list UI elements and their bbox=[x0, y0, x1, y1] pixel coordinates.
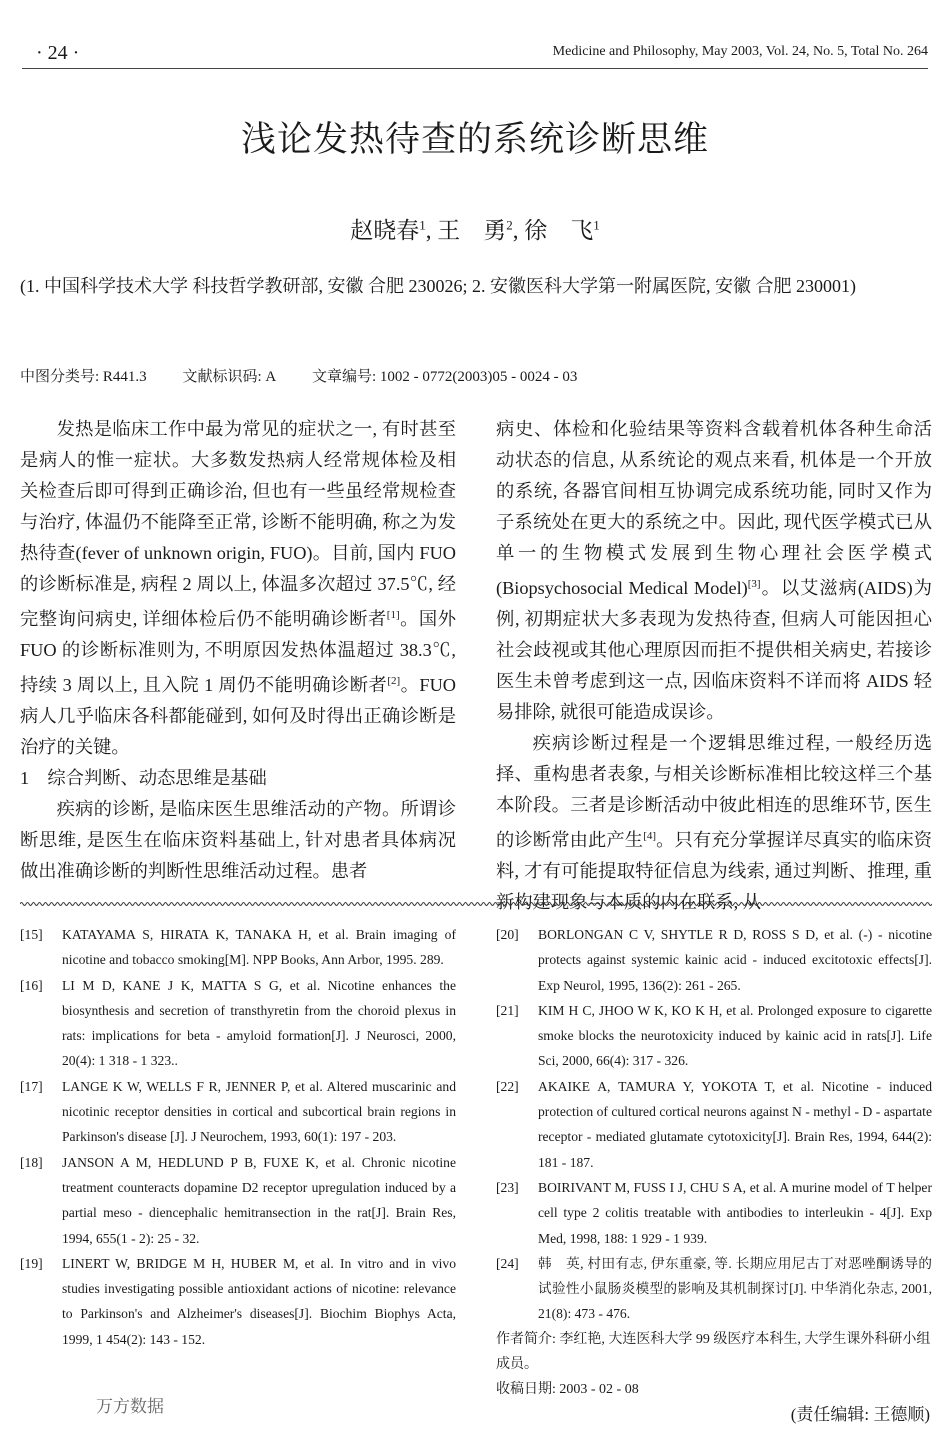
reference-text: KIM H C, JHOO W K, KO K H, et al. Prolonged exposure to cigarette smoke blocks the neurotoxicity induced by kainic acid in rats[J]. Life Sci, 2000, 66(4): 317 - 326. bbox=[538, 1002, 932, 1069]
reference-item bbox=[20, 1251, 456, 1352]
reference-number: [22] bbox=[496, 1078, 519, 1094]
reference-text: JANSON A M, HEDLUND P B, FUXE K, et al. Chronic nicotine treatment counteracts dopamine D2 receptor upregulation induced by a partial meso - diencephalic hemitransection in the rat[J]. Brain Res, 1994, 655(1 - 2): 25 - 32. bbox=[62, 1154, 456, 1246]
author-list: 赵晓春$^1$, 王 勇$^2$, 徐 飞$^1$ bbox=[350, 217, 600, 243]
author-note: 作者简介: 李红艳, 大连医科大学 99 级医疗本科生, 大学生课外科研小组成员。 bbox=[496, 1331, 931, 1372]
reference-number: [21] bbox=[496, 1002, 519, 1018]
paragraph bbox=[496, 414, 932, 728]
journal-citation: Medicine and Philosophy, May 2003, Vol. 24, No. 5, Total No. 264 bbox=[552, 44, 928, 59]
reference-item bbox=[496, 1074, 932, 1175]
author-affil-mark: 1 bbox=[419, 217, 426, 233]
header-rule bbox=[22, 68, 928, 69]
section-heading: 1 综合判断、动态思维是基础 bbox=[20, 768, 267, 789]
watermark-text: 万方数据 bbox=[96, 1397, 164, 1416]
body-column-right bbox=[496, 414, 932, 918]
reference-text: 韩 英, 村田有志, 伊东重豪, 等. 长期应用尼古丁对恶唑酮诱导的试验性小鼠肠炎模型的影响及其机制探讨[J]. 中华消化杂志, 2001, 21(8): 473 - 476. bbox=[538, 1255, 932, 1322]
text-run: 。国外 FUO 的诊断标准则为, 不明原因发热体温超过 38.3℃, 持续 3 周以上, 且入院 1 周仍不能明确诊断者 bbox=[20, 609, 457, 696]
reference-text: KATAYAMA S, HIRATA K, TANAKA H, et al. Brain imaging of nicotine and tobacco smoking[M]. NPP Books, Ann Arbor, 1995. 289. bbox=[62, 927, 456, 968]
received-date: 收稿日期: 2003 - 02 - 08 bbox=[496, 1381, 639, 1397]
citation-mark: [4] bbox=[643, 830, 657, 843]
references-right bbox=[496, 922, 932, 1402]
reference-number: [15] bbox=[20, 927, 43, 942]
classification-line bbox=[20, 365, 932, 386]
reference-text: LINERT W, BRIDGE M H, HUBER M, et al. In vitro and in vivo studies investigating possible antioxidant actions of nicotine: relevance to Parkinson's and Alzheimer's diseases[J]. Biochim Biophys Acta, 1999, 1 454(2): 143 - 152. bbox=[62, 1255, 456, 1347]
reference-text: AKAIKE A, TAMURA Y, YOKOTA T, et al. Nicotine - induced protection of cultured cortical neurons against N - methyl - D - aspartate receptor - mediated glutamate cytotoxicity[J]. Brain Res, 1994, 644(2): 181 - 187. bbox=[538, 1078, 932, 1170]
author-name: 王 勇 bbox=[437, 218, 507, 243]
reference-item bbox=[20, 1150, 456, 1251]
author-name: 赵晓春 bbox=[350, 218, 420, 243]
reference-number: [18] bbox=[20, 1154, 43, 1170]
responsible-editor: (责任编辑: 王德顺) bbox=[790, 1405, 930, 1424]
text-run: 。FUO 病人几乎临床各科都能碰到, 如何及时得出正确诊断是治疗的关键。 bbox=[20, 675, 456, 758]
reference-item bbox=[20, 922, 456, 973]
reference-number: [17] bbox=[20, 1078, 43, 1094]
wavy-separator bbox=[20, 900, 932, 908]
citation-mark: [1] bbox=[386, 609, 400, 621]
author-affil-mark: 2 bbox=[506, 217, 513, 233]
reference-number: [20] bbox=[496, 927, 519, 942]
affiliation: (1. 中国科学技术大学 科技哲学教研部, 安徽 合肥 230026; 2. 安徽医科大学第一附属医院, 安徽 合肥 230001) bbox=[20, 276, 856, 296]
text-run: 。只有充分掌握详尽真实的临床资料, 才有可能提取特征信息为线索, 通过判断、推理, 重新构建现象与本质的内在联系, 从 bbox=[496, 830, 933, 913]
document-code: 文献标识码: A bbox=[182, 369, 277, 385]
author-affil-mark: 1 bbox=[593, 217, 600, 233]
reference-item bbox=[496, 922, 932, 998]
text-run: 病史、体检和化验结果等资料含载着机体各种生命活动状态的信息, 从系统论的观点来看, 机体是一个开放的系统, 各器官间相互协调完成系统功能, 同时又作为子系统处在更大的系统之中。因此, 现代医学模式已从单一的生物模式发展到生物心理社会医学模式(Biopsychosocial Medical Model) bbox=[496, 419, 932, 599]
references-left bbox=[20, 922, 456, 1352]
text-run: 发热是临床工作中最为常见的症状之一, 有时甚至是病人的惟一症状。大多数发热病人经常规体检及相关检查后即可得到正确诊治, 但也有一些虽经常规检查与治疗, 体温仍不能降至正常, 诊断不能明确, 称之为发热待查(fever of unknown origin, FUO)。目前, 国内 FUO 的诊断标准是, 病程 2 周以上, 体温多次超过 37.5℃, 经完整询问病史, 详细体检后仍不能明确诊断者 bbox=[20, 419, 456, 630]
reference-item bbox=[496, 1175, 932, 1251]
body-column-left bbox=[20, 414, 456, 887]
text-run: 。以艾滋病(AIDS)为例, 初期症状大多表现为发热待查, 但病人可能因担心社会歧视或其他心理原因而拒不提供相关病史, 若接诊医生未曾考虑到这一点, 因临床资料不详而将 AIDS 轻易排除, 就很可能造成误诊。 bbox=[496, 578, 932, 723]
clc-number: 中图分类号: R441.3 bbox=[20, 369, 147, 385]
reference-item bbox=[20, 1074, 456, 1150]
citation-mark: [3] bbox=[747, 578, 761, 590]
reference-text: LI M D, KANE J K, MATTA S G, et al. Nicotine enhances the biosynthesis and secretion of transthyretin from the choroid plexus in rats: implications for beta - amyloid formation[J]. J Neurosci, 2000, 20(4): 1 318 - 1 323.. bbox=[62, 977, 456, 1069]
running-header bbox=[22, 42, 928, 66]
reference-number: [16] bbox=[20, 977, 43, 993]
reference-number: [24] bbox=[496, 1255, 519, 1271]
citation-mark: [2] bbox=[387, 675, 401, 688]
reference-item bbox=[496, 1251, 932, 1327]
reference-number: [19] bbox=[20, 1255, 43, 1271]
author-name: 徐 飞 bbox=[524, 218, 594, 243]
reference-text: LANGE K W, WELLS F R, JENNER P, et al. Altered muscarinic and nicotinic receptor densities in cortical and subcortical brain regions in Parkinson's disease [J]. J Neurochem, 1993, 60(1): 197 - 203. bbox=[62, 1078, 456, 1145]
reference-text: BOIRIVANT M, FUSS I J, CHU S A, et al. A murine model of T helper cell type 2 colitis treatable with antibodies to interleukin - 4[J]. Exp Med, 1998, 188: 1 929 - 1 939. bbox=[538, 1179, 932, 1246]
paragraph: 疾病的诊断, 是临床医生思维活动的产物。所谓诊断思维, 是医生在临床资料基础上, 针对患者具体病况做出准确诊断的判断性思维活动过程。患者 bbox=[20, 799, 456, 882]
page-number: · 24 · bbox=[36, 42, 80, 64]
reference-text: BORLONGAN C V, SHYTLE R D, ROSS S D, et al. (-) - nicotine protects against systemic kainic acid - induced excitotoxic effects[J]. Exp Neurol, 1995, 136(2): 261 - 265. bbox=[538, 927, 932, 993]
paragraph bbox=[496, 728, 932, 918]
reference-item bbox=[496, 998, 932, 1074]
reference-item bbox=[20, 973, 456, 1074]
paragraph bbox=[20, 414, 456, 763]
reference-number: [23] bbox=[496, 1179, 519, 1195]
article-title: 浅论发热待查的系统诊断思维 bbox=[240, 120, 709, 159]
article-number: 文章编号: 1002 - 0772(2003)05 - 0024 - 03 bbox=[311, 369, 578, 385]
text-run: 疾病诊断过程是一个逻辑思维过程, 一般经历选择、重构患者表象, 与相关诊断标准相比较这样三个基本阶段。三者是诊断活动中彼此相连的思维环节, 医生的诊断常由此产生 bbox=[496, 733, 932, 851]
